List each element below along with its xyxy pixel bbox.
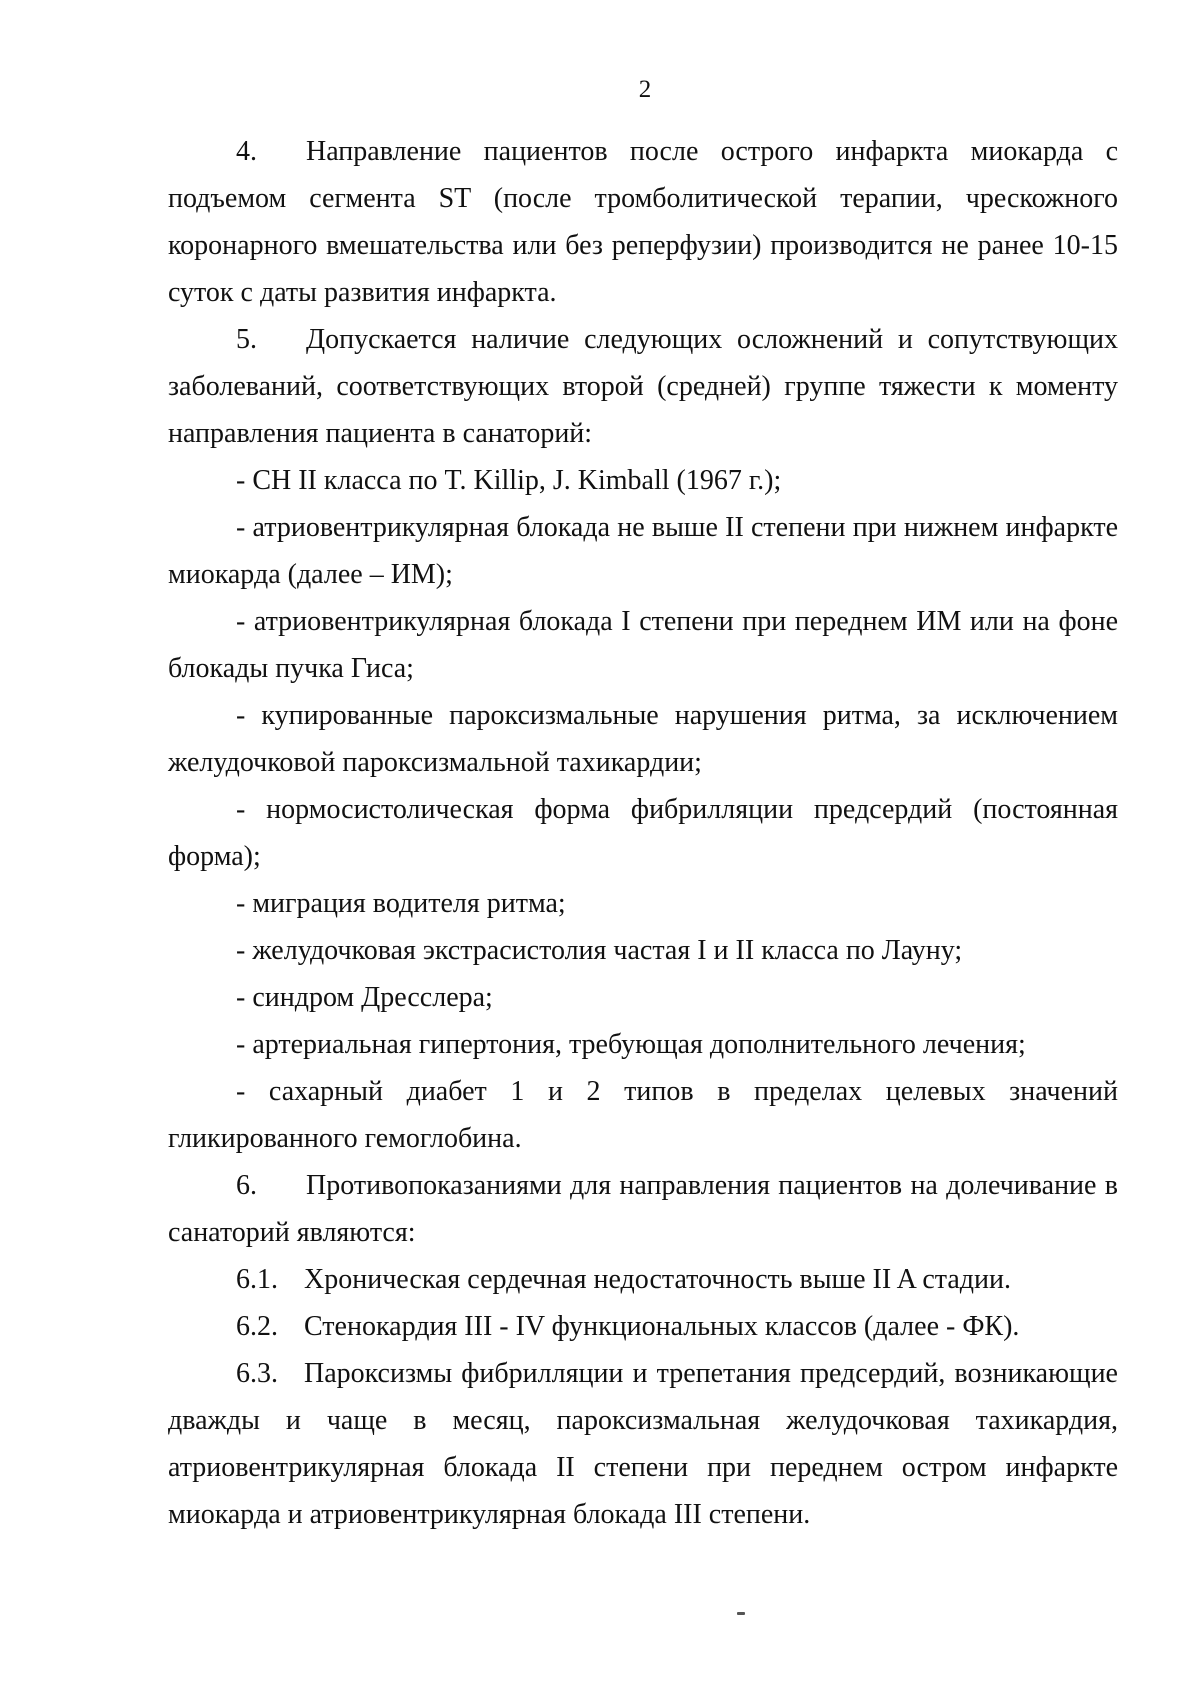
subsection-6-3 [168,1350,1118,1538]
page-number: 2 [638,76,652,103]
list-item: - атриовентрикулярная блокада не выше II степени при нижнем инфаркте миокарда (далее – ИМ); [168,512,1118,590]
subsection-6-1-number: 6.1. [236,1264,278,1295]
section-5-text: Допускается наличие следующих осложнений и сопутствующих заболеваний, соответствующих второй (средней) группе тяжести к моменту направления пациента в санаторий: [168,324,1118,449]
document-body [168,128,1118,1538]
subsection-6-3-text: Пароксизмы фибрилляции и трепетания предсердий, возникающие дважды и чаще в месяц, пароксизмальная желудочковая тахикардия, атриовентрикулярная блокада II степени при переднем остром инфаркте миокарда и атриовентрикулярная блокада III степени. [168,1358,1118,1530]
section-5-number: 5. [236,324,257,355]
scan-speck [737,1612,745,1615]
subsection-6-1 [168,1256,1118,1303]
subsection-6-2-text: Стенокардия III - IV функциональных классов (далее - ФК). [304,1311,1020,1342]
list-item: - артериальная гипертония, требующая дополнительного лечения; [236,1029,1026,1060]
section-6-paragraph [168,1162,1118,1256]
subsection-6-2-number: 6.2. [236,1311,278,1342]
list-item: - синдром Дресслера; [236,982,493,1013]
section-6-text: Противопоказаниями для направления пациентов на долечивание в санаторий являются: [168,1170,1118,1248]
list-item: - купированные пароксизмальные нарушения ритма, за исключением желудочковой пароксизмальной тахикардии; [168,700,1118,778]
section-4-paragraph [168,128,1118,316]
section-6-number: 6. [236,1170,257,1201]
subsection-6-3-number: 6.3. [236,1358,278,1389]
section-5-paragraph [168,316,1118,457]
list-item: - атриовентрикулярная блокада I степени при переднем ИМ или на фоне блокады пучка Гиса; [168,606,1118,684]
section-4-number: 4. [236,136,257,167]
list-item: - миграция водителя ритма; [236,888,566,919]
subsection-6-2 [168,1303,1118,1350]
section-4-text: Направление пациентов после острого инфаркта миокарда с подъемом сегмента ST (после тромболитической терапии, чрескожного коронарного вмешательства или без реперфузии) производится не ранее 10-15 суток с даты развития инфаркта. [168,136,1118,308]
subsection-6-1-text: Хроническая сердечная недостаточность выше II A стадии. [304,1264,1011,1295]
list-item: - желудочковая экстрасистолия частая I и II класса по Лауну; [236,935,963,966]
list-item: - нормосистолическая форма фибрилляции предсердий (постоянная форма); [168,794,1118,872]
list-item: - сахарный диабет 1 и 2 типов в пределах целевых значений гликированного гемоглобина. [168,1076,1118,1154]
list-item: - СН II класса по T. Killip, J. Kimball (1967 г.); [236,465,782,496]
